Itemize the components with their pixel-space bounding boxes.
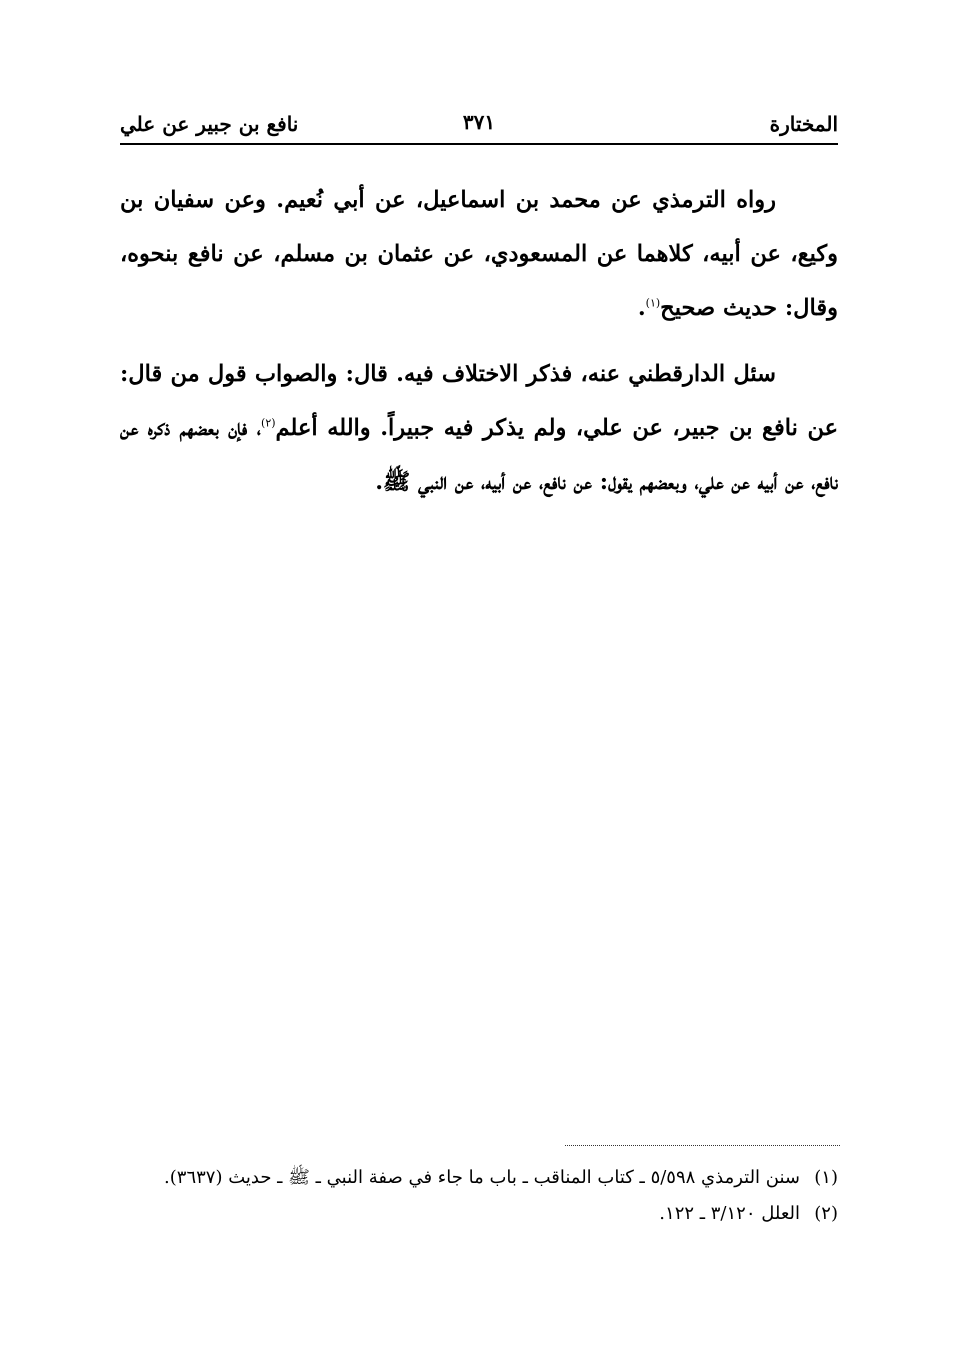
footnote-2 [120,1196,838,1232]
footnote-ref-1[interactable]: (١) [645,296,661,310]
footnote-ref-2[interactable]: (٢) [261,416,276,430]
header-rule [120,143,838,145]
footnote-separator [565,1145,840,1146]
footnote-1-text: سنن الترمذي ٥/٥٩٨ ـ كتاب المناقب ـ باب ما جاء في صفة النبي ـ ﷺ ـ حديث (٣٦٣٧). [164,1167,800,1188]
paragraph-1-text: رواه الترمذي عن محمد بن اسماعيل، عن أبي نُعيم. وعن سفيان بن وكيع، عن أبيه، كلاهما عن المسعودي، عن عثمان بن مسلم، عن نافع بنحوه، وقال: حديث صحيح [120,187,838,321]
main-text [120,173,838,509]
section-title: نافع بن جبير عن علي [120,112,299,136]
footnote-1-number: (١) [814,1167,838,1188]
footnote-1 [120,1160,838,1196]
book-title: المختارة [769,112,838,136]
page-number: ٣٧١ [462,110,496,134]
paragraph-2 [120,347,838,509]
footnote-2-text: العلل ٣/١٢٠ ـ ١٢٢. [659,1203,800,1224]
paragraph-2-text-a: سئل الدارقطني عنه، فذكر الاختلاف فيه. قال: والصواب قول من قال: عن نافع بن جبير، عن علي، ولم يذكر فيه جبيراً. والله أعلم [120,361,838,441]
footnote-2-number: (٢) [814,1203,838,1224]
paragraph-2-text-b: ، فإن بعضهم ذكره عن نافع، عن أبيه عن علي، وبعضهم يقول: عن نافع، عن أبيه، عن النبي ﷺ. [120,415,838,495]
paragraph-1-end: . [637,295,646,321]
footnotes [120,1160,838,1232]
paragraph-1 [120,173,838,335]
running-header [120,108,838,142]
